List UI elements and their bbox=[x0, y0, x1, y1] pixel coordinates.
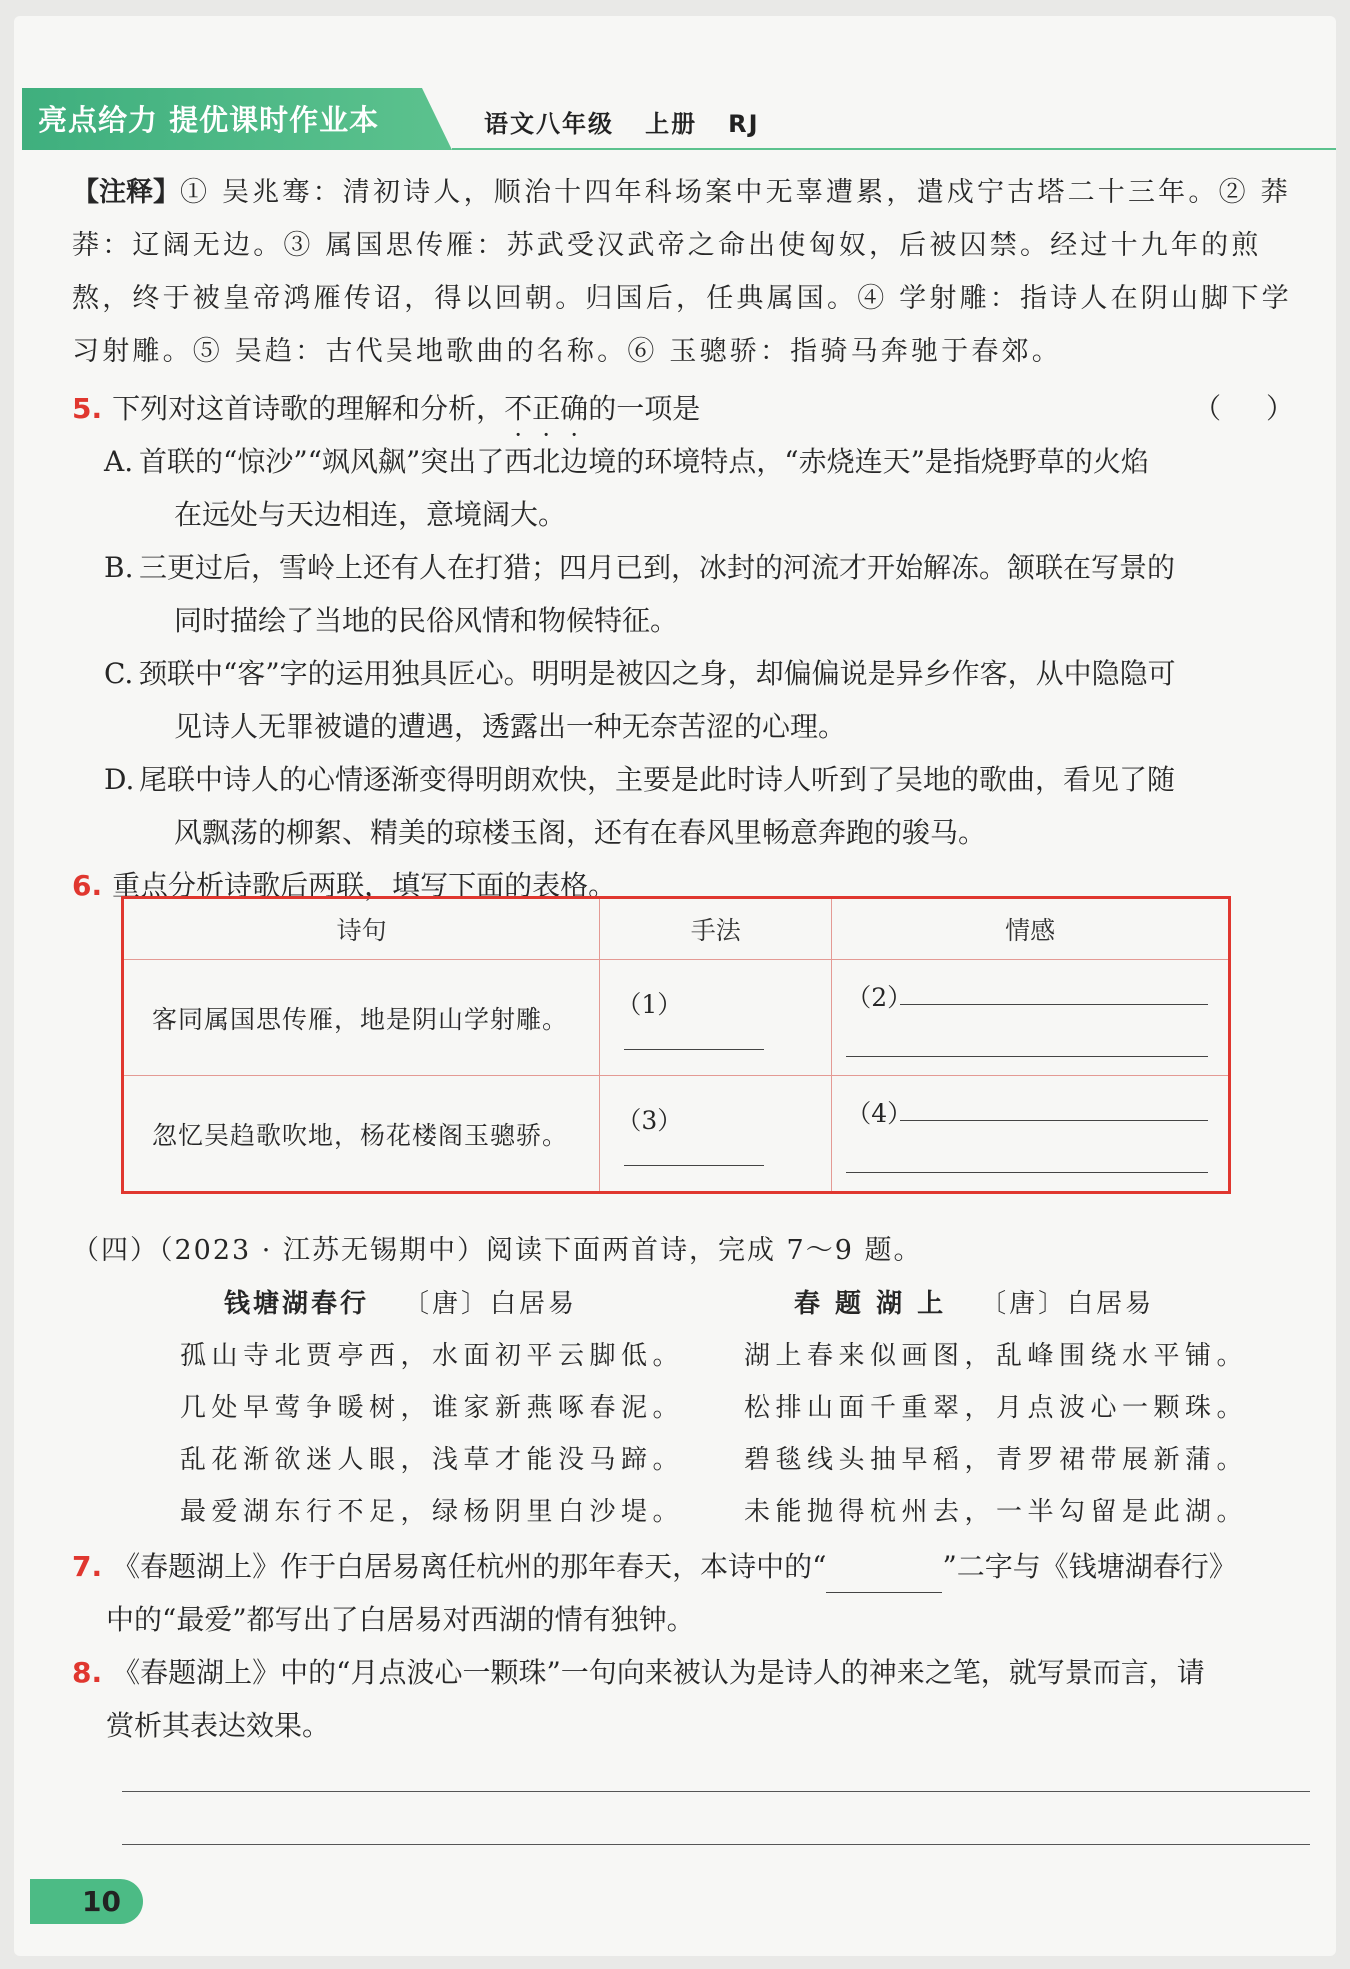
blank-label: （2） bbox=[846, 983, 913, 1012]
option-d bbox=[104, 753, 1304, 859]
q8-line1: 《春题湖上》中的“月点波心一颗珠”一句向来被认为是诗人的神来之笔，就写景而言，请 bbox=[112, 1656, 1205, 1689]
answer-paren[interactable]: （ ） bbox=[1193, 392, 1312, 425]
question-number: 5. bbox=[72, 392, 103, 425]
poem-line: 湖上春来似画图，乱峰围绕水平铺。 bbox=[744, 1341, 1249, 1371]
emphasis-char: 不 bbox=[504, 392, 533, 425]
answer-blank[interactable] bbox=[900, 1004, 1208, 1005]
q6-stem: 重点分析诗歌后两联，填写下面的表格。 bbox=[112, 869, 617, 902]
table-row bbox=[123, 1076, 1230, 1193]
q7-line2: 中的“最爱”都写出了白居易对西湖的情有独钟。 bbox=[106, 1603, 695, 1636]
question-number: 7. bbox=[72, 1550, 103, 1583]
answer-blank[interactable] bbox=[624, 1141, 764, 1166]
poem-line-cell: 忽忆吴趋歌吹地，杨花楼阁玉骢骄。 bbox=[123, 1076, 600, 1193]
poem-title: 钱塘湖春行 bbox=[224, 1289, 370, 1319]
question-8 bbox=[72, 1646, 1312, 1752]
option-text: 尾联中诗人的心情逐渐变得明朗欢快，主要是此时诗人听到了吴地的歌曲，看见了随 bbox=[139, 763, 1176, 796]
option-text: 三更过后，雪岭上还有人在打猎；四月已到，冰封的河流才开始解冻。颔联在写景的 bbox=[139, 551, 1176, 584]
option-text-cont: 见诗人无罪被谴的遭遇，透露出一种无奈苦涩的心理。 bbox=[174, 710, 847, 743]
poem-line: 松排山面千重翠，月点波心一颗珠。 bbox=[744, 1393, 1249, 1423]
workbook-page bbox=[14, 16, 1336, 1956]
q8-line2: 赏析其表达效果。 bbox=[106, 1709, 331, 1742]
poem-line: 碧毯线头抽早稻，青罗裙带展新蒲。 bbox=[744, 1445, 1249, 1475]
poem-line-cell: 客同属国思传雁，地是阴山学射雕。 bbox=[123, 960, 600, 1076]
blank-label: （4） bbox=[846, 1099, 913, 1128]
question-number: 6. bbox=[72, 869, 103, 902]
option-text-cont: 风飘荡的柳絮、精美的琼楼玉阁，还有在春风里畅意奔跑的骏马。 bbox=[174, 816, 987, 849]
option-letter: C. bbox=[104, 657, 134, 690]
emotion-cell bbox=[832, 960, 1230, 1076]
poem-title: 春 题 湖 上 bbox=[794, 1289, 947, 1319]
poem-line: 乱花渐欲迷人眼，浅草才能没马蹄。 bbox=[180, 1445, 685, 1475]
blank-label: （3） bbox=[616, 1106, 683, 1135]
q7-text-after: ”二字与《钱塘湖春行》 bbox=[942, 1550, 1237, 1583]
option-letter: B. bbox=[104, 551, 134, 584]
page-header bbox=[22, 88, 1336, 150]
poem-chunti bbox=[744, 1278, 1248, 1538]
answer-line[interactable] bbox=[122, 1844, 1310, 1845]
poem-qiantang bbox=[180, 1278, 684, 1538]
analysis-table bbox=[121, 896, 1231, 1194]
q5-stem-before: 下列对这首诗歌的理解和分析， bbox=[112, 392, 505, 425]
answer-blank[interactable] bbox=[826, 1562, 942, 1593]
header-rule bbox=[452, 148, 1336, 150]
table-header-row bbox=[123, 898, 1230, 960]
option-a bbox=[104, 435, 1304, 541]
poem-author: 〔唐〕白居易 bbox=[980, 1289, 1155, 1319]
question-number: 8. bbox=[72, 1656, 103, 1689]
poem-line: 未能抛得杭州去，一半勾留是此湖。 bbox=[744, 1497, 1249, 1527]
poem-line: 几处早莺争暖树，谁家新燕啄春泥。 bbox=[180, 1393, 685, 1423]
poem-line: 孤山寺北贾亭西，水面初平云脚低。 bbox=[180, 1341, 685, 1371]
option-text-cont: 同时描绘了当地的民俗风情和物候特征。 bbox=[174, 604, 679, 637]
page-number: 10 bbox=[30, 1879, 143, 1924]
option-letter: A. bbox=[104, 445, 134, 478]
option-text-cont: 在远处与天边相连，意境阔大。 bbox=[174, 498, 567, 531]
table-row bbox=[123, 960, 1230, 1076]
technique-cell bbox=[600, 1076, 832, 1193]
notes-tag: 【注释】 bbox=[72, 177, 180, 208]
option-text: 首联的“惊沙”“飒风飙”突出了西北边境的环境特点，“赤烧连天”是指烧野草的火焰 bbox=[139, 445, 1149, 478]
option-letter: D. bbox=[104, 763, 135, 796]
question-5-stem bbox=[72, 382, 1312, 435]
answer-blank[interactable] bbox=[846, 1056, 1208, 1057]
section-4-heading: （四）（2023 · 江苏无锡期中）阅读下面两首诗，完成 7～9 题。 bbox=[72, 1235, 923, 1266]
table-header: 手法 bbox=[600, 898, 832, 960]
emphasis-char: 确 bbox=[560, 392, 589, 425]
poem-author: 〔唐〕白居易 bbox=[403, 1289, 578, 1319]
answer-blank[interactable] bbox=[846, 1172, 1208, 1173]
answer-blank[interactable] bbox=[900, 1120, 1208, 1121]
q5-stem-after: 的一项是 bbox=[588, 392, 701, 425]
option-c bbox=[104, 647, 1304, 753]
option-text: 颈联中“客”字的运用独具匠心。明明是被囚之身，却偏偏说是异乡作客，从中隐隐可 bbox=[139, 657, 1176, 690]
option-b bbox=[104, 541, 1304, 647]
question-7 bbox=[72, 1540, 1312, 1646]
technique-cell bbox=[600, 960, 832, 1076]
q7-text-before: 《春题湖上》作于白居易离任杭州的那年春天，本诗中的“ bbox=[112, 1550, 827, 1583]
annotation-notes bbox=[72, 166, 1302, 378]
blank-label: （1） bbox=[616, 990, 683, 1019]
emphasis-char: 正 bbox=[532, 392, 561, 425]
table-header: 诗句 bbox=[123, 898, 600, 960]
header-subject: 语文八年级 上册 RJ bbox=[484, 110, 760, 138]
answer-blank[interactable] bbox=[624, 1025, 764, 1050]
header-brand: 亮点给力 提优课时作业本 bbox=[38, 103, 380, 137]
answer-line[interactable] bbox=[122, 1791, 1310, 1792]
poem-line: 最爱湖东行不足，绿杨阴里白沙堤。 bbox=[180, 1497, 685, 1527]
table-header: 情感 bbox=[832, 898, 1230, 960]
notes-text: ① 吴兆骞：清初诗人，顺治十四年科场案中无辜遭累，遣戍宁古塔二十三年。② 莽莽：辽阔无边。③ 属国思传雁：苏武受汉武帝之命出使匈奴，后被囚禁。经过十九年的煎熬，终于被皇帝鸿雁传诏，得以回朝。归国后，任典属国。④ 学射雕：指诗人在阴山脚下学习射雕。⑤ 吴趋：古代吴地歌曲的名称。⑥ 玉骢骄：指骑马奔驰于春郊。 bbox=[72, 177, 1292, 367]
emotion-cell bbox=[832, 1076, 1230, 1193]
